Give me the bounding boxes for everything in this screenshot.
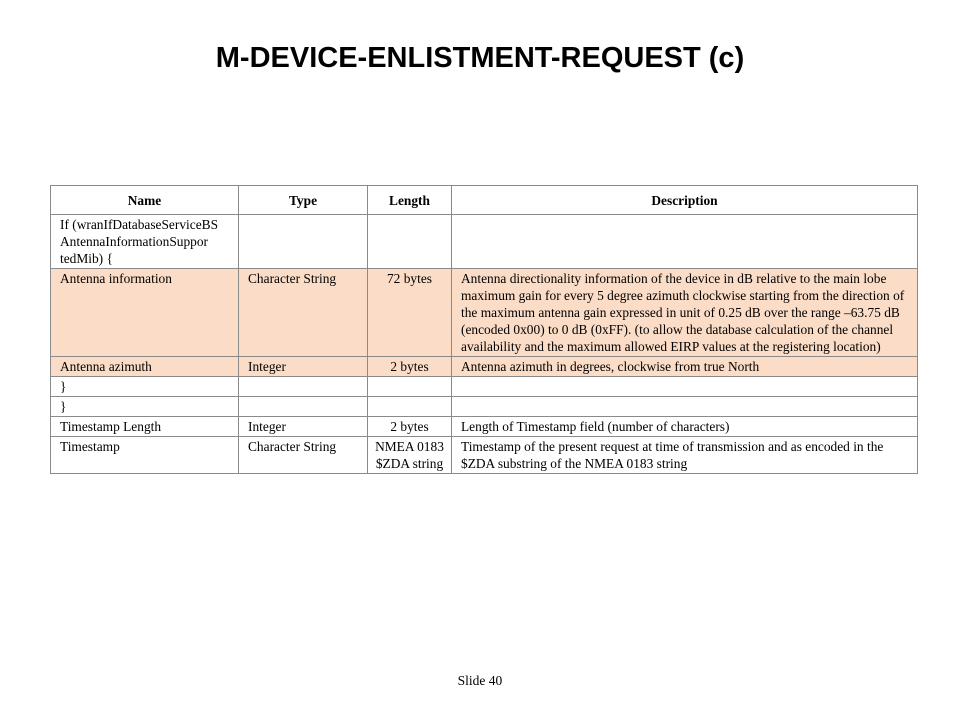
cell-type: Integer bbox=[239, 417, 368, 437]
cell-description: Timestamp of the present request at time of transmission and as encoded in the $ZDA substring of the NMEA 0183 string bbox=[452, 437, 918, 474]
cell-type bbox=[239, 397, 368, 417]
cell-name: Antenna azimuth bbox=[51, 357, 239, 377]
cell-length bbox=[368, 397, 452, 417]
cell-description bbox=[452, 215, 918, 269]
cell-type: Integer bbox=[239, 357, 368, 377]
cell-name: Timestamp Length bbox=[51, 417, 239, 437]
cell-description: Antenna azimuth in degrees, clockwise from true North bbox=[452, 357, 918, 377]
cell-name: Timestamp bbox=[51, 437, 239, 474]
slide-number: Slide 40 bbox=[457, 673, 503, 688]
cell-description: Antenna directionality information of the device in dB relative to the main lobe maximum gain for every 5 degree azimuth clockwise starting from the direction of the maximum antenna gain expressed in unit of 0.25 dB over the range –63.75 dB (encoded 0x00) to 0 dB (0xFF). (to allow the database calculation of the channel availability and the maximum allowed EIRP values at the registering location) bbox=[452, 269, 918, 357]
table-row bbox=[51, 417, 918, 437]
cell-type bbox=[239, 377, 368, 397]
cell-length: 2 bytes bbox=[368, 357, 452, 377]
cell-length: 2 bytes bbox=[368, 417, 452, 437]
column-header-length: Length bbox=[368, 186, 452, 215]
cell-description bbox=[452, 397, 918, 417]
cell-description bbox=[452, 377, 918, 397]
cell-length bbox=[368, 215, 452, 269]
cell-length bbox=[368, 377, 452, 397]
column-header-description: Description bbox=[452, 186, 918, 215]
cell-length: NMEA 0183 $ZDA string bbox=[368, 437, 452, 474]
cell-name: Antenna information bbox=[51, 269, 239, 357]
cell-name: } bbox=[51, 397, 239, 417]
slide-title: M-DEVICE-ENLISTMENT-REQUEST (c) bbox=[215, 42, 745, 74]
cell-type: Character String bbox=[239, 437, 368, 474]
cell-name: If (wranIfDatabaseServiceBS AntennaInformationSuppor tedMib) { bbox=[51, 215, 239, 269]
table-row bbox=[51, 215, 918, 269]
table-row bbox=[51, 397, 918, 417]
table-row bbox=[51, 377, 918, 397]
table-row bbox=[51, 357, 918, 377]
cell-length: 72 bytes bbox=[368, 269, 452, 357]
cell-description: Length of Timestamp field (number of characters) bbox=[452, 417, 918, 437]
cell-type: Character String bbox=[239, 269, 368, 357]
cell-type bbox=[239, 215, 368, 269]
table-header-row bbox=[51, 186, 918, 215]
cell-name: } bbox=[51, 377, 239, 397]
table-row bbox=[51, 437, 918, 474]
column-header-type: Type bbox=[239, 186, 368, 215]
column-header-name: Name bbox=[51, 186, 239, 215]
parameter-table bbox=[50, 185, 918, 474]
table-row bbox=[51, 269, 918, 357]
